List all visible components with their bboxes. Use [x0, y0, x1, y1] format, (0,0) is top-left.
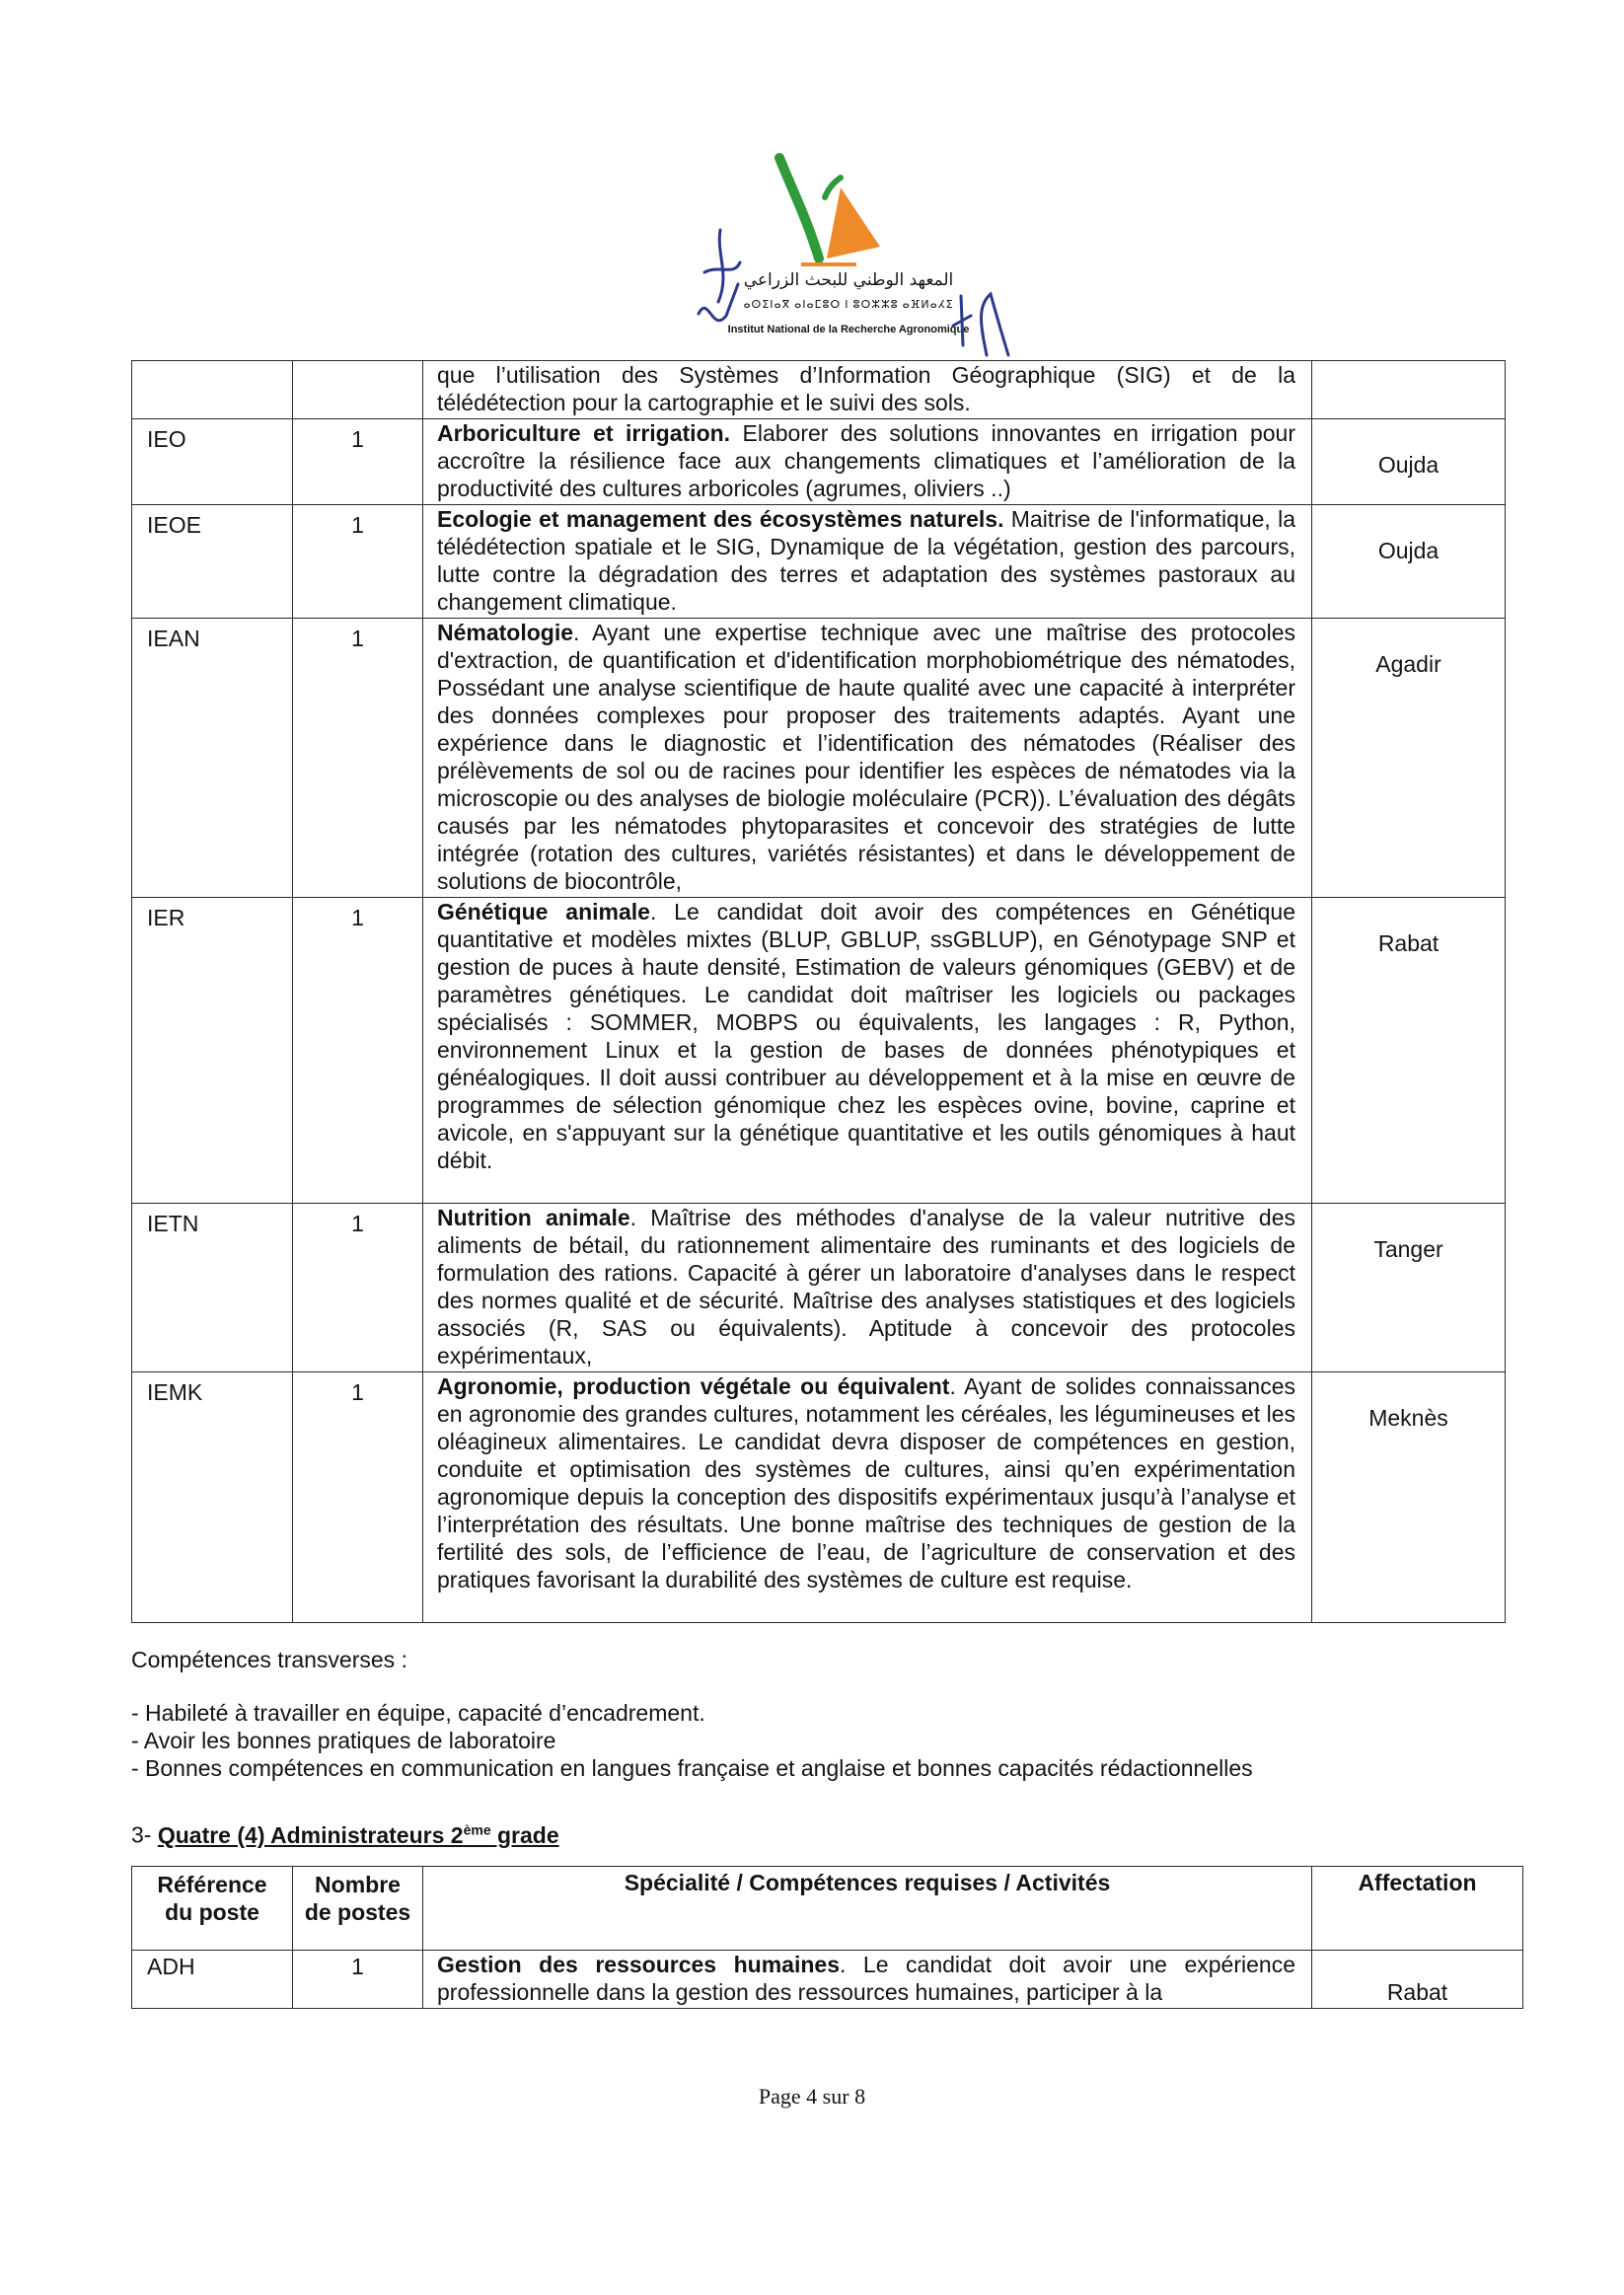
count-cell: 1 — [293, 619, 423, 898]
specialty-text: . Le candidat doit avoir une expérience professionnelle dans la gestion des ressources humaines, participer à la — [437, 1952, 1295, 2005]
specialty-title: Agronomie, production végétale ou équivalent — [437, 1373, 950, 1399]
description-cell — [423, 1204, 1312, 1372]
specialty-title: Arboriculture et irrigation. — [437, 420, 731, 446]
count-cell: 1 — [293, 505, 423, 619]
specialty-text: que l’utilisation des Systèmes d’Information Géographique (SIG) et de la télédétection pour la cartographie et le suivi des sols. — [437, 362, 1295, 415]
page-number: Page 4 sur 8 — [758, 2084, 866, 2109]
table-row — [132, 419, 1506, 505]
ref-cell: IETN — [132, 1204, 293, 1372]
description-cell — [423, 1951, 1312, 2009]
logo-tifinagh-name: ⴰⵙⵉⵏⴰⴳ ⴰⵏⴰⵎⵓⵔ ⵏ ⵓⵔⵣⵣⵓ ⴰⴼⵍⴰⵃⵉ — [743, 299, 954, 311]
table-row — [132, 1372, 1506, 1623]
description-cell — [423, 1372, 1312, 1623]
count-cell: 1 — [293, 898, 423, 1204]
section-title-sup: ème — [463, 1821, 491, 1837]
count-cell: 1 — [293, 1204, 423, 1372]
transverse-heading: Compétences transverses : — [131, 1647, 407, 1672]
header-count: Nombre de postes — [293, 1867, 423, 1951]
header-specialty: Spécialité / Compétences requises / Activités — [423, 1867, 1312, 1951]
transverse-item: - Avoir les bonnes pratiques de laboratoire — [131, 1728, 556, 1753]
specialty-text: Elaborer des solutions innovantes en irrigation pour accroître la résilience face aux changements climatiques et l’amélioration de la productivité des cultures arboricoles (agrumes, oliviers ..) — [437, 420, 1295, 501]
location-cell: Rabat — [1312, 1951, 1523, 2009]
section-title: Quatre (4) Administrateurs 2 — [157, 1821, 464, 1848]
transverse-item: - Habileté à travailler en équipe, capacité d’encadrement. — [131, 1700, 705, 1726]
admin-positions-table — [131, 1866, 1523, 2009]
description-cell — [423, 419, 1312, 505]
location-cell: Rabat — [1312, 898, 1506, 1204]
table-row — [132, 898, 1506, 1204]
section-title-end: grade — [490, 1821, 559, 1848]
count-cell: 1 — [293, 1951, 423, 2009]
specialty-text: . Le candidat doit avoir des compétences en Génétique quantitative et modèles mixtes (BLUP, GBLUP, ssGBLUP), en Génotypage SNP et gestion de puces à haute densité, Estimation de valeurs génomiques (GEBV) et de paramètres génétiques. Le candidat doit maîtriser les logiciels ou packages spécialisés : SOMMER, MOBPS ou équivalents, les langages : R, Python, environnement Linux et la gestion de bases de données phénotypiques et généalogiques. Il doit aussi contribuer au développement et à la mise en œuvre de programmes de sélection génomique chez les espèces ovine, bovine, caprine et avicole, en s'appuyant sur la génétique quantitative et les outils génomiques à haut débit. — [437, 899, 1296, 1173]
table-header-row — [132, 1867, 1523, 1951]
table-row — [132, 1204, 1506, 1372]
location-cell: Agadir — [1312, 619, 1506, 898]
description-cell — [423, 898, 1312, 1204]
location-cell: Meknès — [1312, 1372, 1506, 1623]
logo-arabic-name: المعهد الوطني للبحث الزراعي — [743, 270, 954, 290]
ref-cell: IEO — [132, 419, 293, 505]
specialty-title: Gestion des ressources humaines — [437, 1952, 840, 1977]
transverse-item: - Bonnes compétences en communication en langues française et anglaise et bonnes capacités rédactionnelles — [131, 1755, 1253, 1781]
table-row — [132, 1951, 1523, 2009]
location-cell: Tanger — [1312, 1204, 1506, 1372]
description-cell — [423, 505, 1312, 619]
count-cell: 1 — [293, 1372, 423, 1623]
specialty-title: Génétique animale — [437, 899, 650, 925]
specialty-text: . Ayant de solides connaissances en agronomie des grandes cultures, notamment les céréales, les légumineuses et les oléagineux alimentaires. Le candidat devra disposer de compétences en gestion, conduite et optimisation des systèmes de cultures, ainsi qu’en expérimentation agronomique depuis la conception des dispositifs expérimentaux jusqu’à l’analyse et l’interprétation des résultats. Une bonne maîtrise des techniques de gestion de la fertilité des sols, de l’efficience de l’eau, de l’agriculture de conservation et des pratiques favorisant la durabilité des systèmes de culture est requise. — [437, 1373, 1295, 1592]
specialty-title: Ecologie et management des écosystèmes naturels. — [437, 506, 1004, 532]
ref-cell: IER — [132, 898, 293, 1204]
count-cell: 1 — [293, 419, 423, 505]
handwritten-initial-signature — [691, 225, 760, 338]
handwritten-initial-signature — [947, 286, 1026, 360]
specialty-text: Maitrise de l'informatique, la télédétection spatiale et le SIG, Dynamique de la végétation, gestion des parcours, lutte contre la dégradation des terres et adaptation des systèmes pastoraux au changement climatique. — [437, 506, 1295, 615]
description-cell — [423, 361, 1312, 419]
logo-french-name: Institut National de la Recherche Agronomique — [727, 324, 970, 335]
location-cell: Oujda — [1312, 505, 1506, 619]
ref-cell: IEMK — [132, 1372, 293, 1623]
count-cell — [293, 361, 423, 419]
location-cell — [1312, 361, 1506, 419]
section-number: 3- — [131, 1821, 158, 1848]
ref-cell: IEAN — [132, 619, 293, 898]
table-row — [132, 505, 1506, 619]
positions-table — [131, 360, 1506, 1623]
specialty-title: Nutrition animale — [437, 1205, 630, 1230]
table-row — [132, 619, 1506, 898]
table-row — [132, 361, 1506, 419]
header-location: Affectation — [1312, 1867, 1523, 1951]
ref-cell — [132, 361, 293, 419]
specialty-title: Nématologie — [437, 620, 574, 645]
specialty-text: . Ayant une expertise technique avec une maîtrise des protocoles d'extraction, de quantification et d'identification morphobiométrique des nématodes, Possédant une analyse scientifique de haute qualité avec une capacité à interpréter des données complexes pour proposer des traitements adaptés. Ayant une expérience dans le diagnostic et l’identification des nématodes (Réaliser des prélèvements de sol ou de racines pour identifier les espèces de nématodes via la microscopie ou des analyses de biologie moléculaire (PCR)). L’évaluation des dégâts causés par les nématodes phytoparasites et concevoir des stratégies de lutte intégrée (rotation des cultures, variétés résistantes) et dans le développement de solutions de biocontrôle, — [437, 620, 1295, 894]
ref-cell: IEOE — [132, 505, 293, 619]
location-cell: Oujda — [1312, 419, 1506, 505]
ref-cell: ADH — [132, 1951, 293, 2009]
specialty-text: . Maîtrise des méthodes d'analyse de la valeur nutritive des aliments de bétail, du rationnement alimentaire des ruminants et des logiciels de formulation des rations. Capacité à gérer un laboratoire d'analyses dans le respect des normes qualité et de sécurité. Maîtrise des analyses statistiques et des logiciels associés (R, SAS ou équivalents). Aptitude à concevoir des protocoles expérimentaux, — [437, 1205, 1295, 1369]
description-cell — [423, 619, 1312, 898]
section-heading — [131, 1815, 559, 1849]
header-ref: Référence du poste — [132, 1867, 293, 1951]
